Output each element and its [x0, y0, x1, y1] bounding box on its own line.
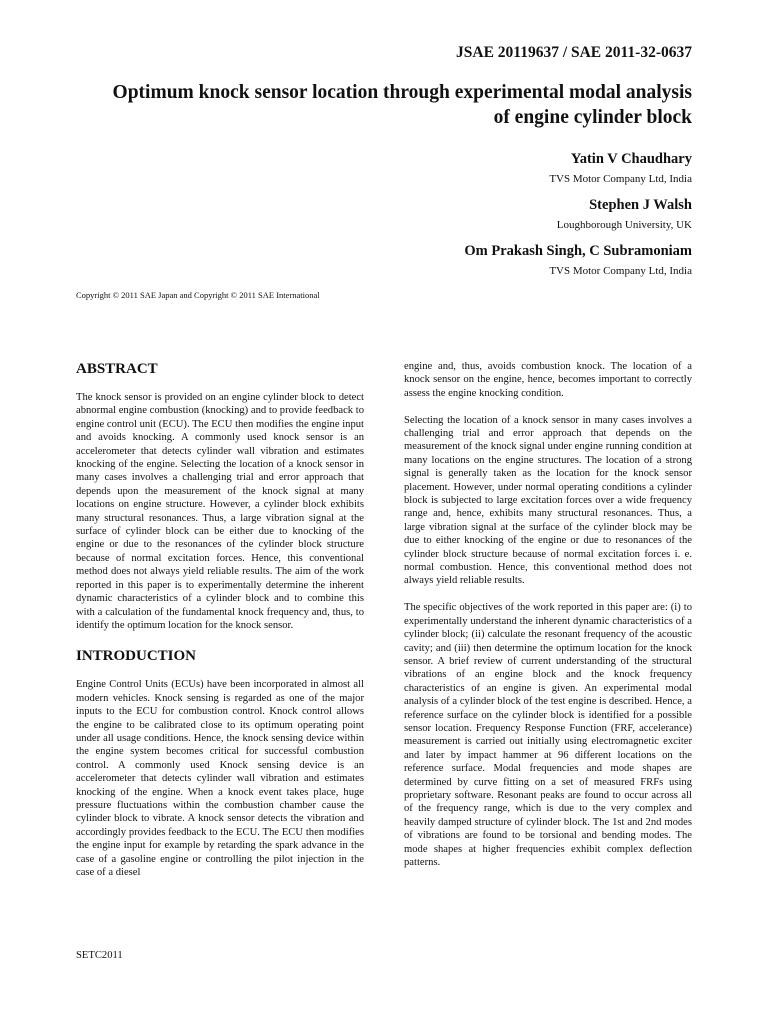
right-column: [404, 360, 692, 869]
body-paragraph: Selecting the location of a knock sensor in many cases involves a challenging trial and error approach that depends on the measurement of the knock signal under engine running condition at many locations on the engine structures. The location of a strong signal is generally taken as the location for the knock sensor placement. However, under normal operating conditions a cylinder block is subjected to large excitation forces over a wide frequency range and, hence, exhibits many structural resonances. Thus, a large vibration signal at the surface of the cylinder block may be due to either knocking of the engine or due to resonances of the cylinder block structure because of normal excitation forces i. e. normal combustion. Hence, this conventional method does not always yield reliable results.: [404, 414, 692, 587]
body-paragraph: engine and, thus, avoids combustion knock. The location of a knock sensor on the engine, hence, becomes important to correctly assess the engine knocking condition.: [404, 361, 692, 399]
author-block: [192, 196, 692, 232]
copyright-notice: Copyright © 2011 SAE Japan and Copyright © 2011 SAE International: [76, 290, 320, 300]
author-block: [192, 150, 692, 186]
abstract-heading: ABSTRACT: [76, 361, 158, 377]
paper-title: Optimum knock sensor location through experimental modal analysis of engine cylinder block: [112, 82, 692, 128]
body-paragraph: The specific objectives of the work reported in this paper are: (i) to experimentally understand the inherent dynamic characteristics of a cylinder block; (ii) calculate the resonant frequency of the acoustic cavity; and (iii) then determine the optimum location for the knock sensor. A brief review of current understanding of the structural vibrations of an engine block and the knock frequency characteristics of an engine is given. An experimental modal analysis of a cylinder block of the test engine is described. Hence, a reference surface on the cylinder block is identified for a possible sensor location. Frequency Response Function (FRF, accelerance) measurement is carried out initially using electromagnetic exciter and later by impact hammer at 96 different locations on the reference surface. Modal frequencies and mode shapes are determined by curve fitting on a set of measured FRFs using proprietary software. Resonant peaks are found to occur across all of the frequency range, which is due to the very complex and heavily damped structure of cylinder block. The 1st and 2nd modes of vibrations are found to be torsional and bending modes. The mode shapes at higher frequencies exhibit complex deflection patterns.: [404, 602, 692, 868]
author-name: Om Prakash Singh, C Subramoniam: [464, 243, 692, 259]
author-name: Stephen J Walsh: [589, 197, 692, 213]
left-column: [76, 360, 364, 879]
author-affiliation: TVS Motor Company Ltd, India: [549, 173, 692, 185]
author-affiliation: Loughborough University, UK: [556, 219, 692, 231]
abstract-text: The knock sensor is provided on an engine cylinder block to detect abnormal engine combustion (knocking) and to provide feedback to engine control unit (ECU). The ECU then modifies the engine input and avoids knocking. A commonly used knock sensor is an accelerometer that detects cylinder wall vibration and estimates knocking of the engine. Selecting the location of a knock sensor in many cases involves a challenging trial and error approach that depends upon the measurement of the knock signal at many locations on engine structure. However, a cylinder block exhibits many structural resonances. Thus, a large vibration signal at the surface of cylinder block can be either due to knocking of the engine or due to the resonances of the cylinder block structure because of normal excitation forces. Hence, this conventional method does not always yield reliable results. The aim of the work reported in this paper is to experimentally determine the inherent dynamic characteristics of a cylinder block and to combine this with a calculation of the fundamental knock frequency and, thus, to identify the optimum location for the knock sensor.: [76, 392, 364, 631]
author-affiliation: TVS Motor Company Ltd, India: [549, 265, 692, 277]
author-name: Yatin V Chaudhary: [570, 151, 692, 167]
page-footer: SETC2011: [76, 950, 123, 961]
journal-id: JSAE 20119637 / SAE 2011-32-0637: [456, 44, 692, 61]
introduction-text: Engine Control Units (ECUs) have been incorporated in almost all modern vehicles. Knock sensing is regarded as one of the major inputs to the ECU for combustion control. Knock control allows the engine to be calibrated close to its optimum operating point under all usage conditions. Hence, the knock sensing device within the engine system becomes critical for successful combustion control. A commonly used Knock sensing device is an accelerometer that detects cylinder wall vibration and estimates knocking of the engine. When a knock event takes place, huge pressure fluctuations within the combustion chamber cause the cylinder block to vibrate. A knock sensor detects the vibration and accordingly provides feedback to the ECU. The ECU then modifies the engine input for example by retarding the spark advance in the case of a gasoline engine or controlling the pilot injection in the case of a diesel: [76, 679, 364, 878]
introduction-heading: INTRODUCTION: [76, 648, 197, 665]
author-block: [192, 242, 692, 278]
